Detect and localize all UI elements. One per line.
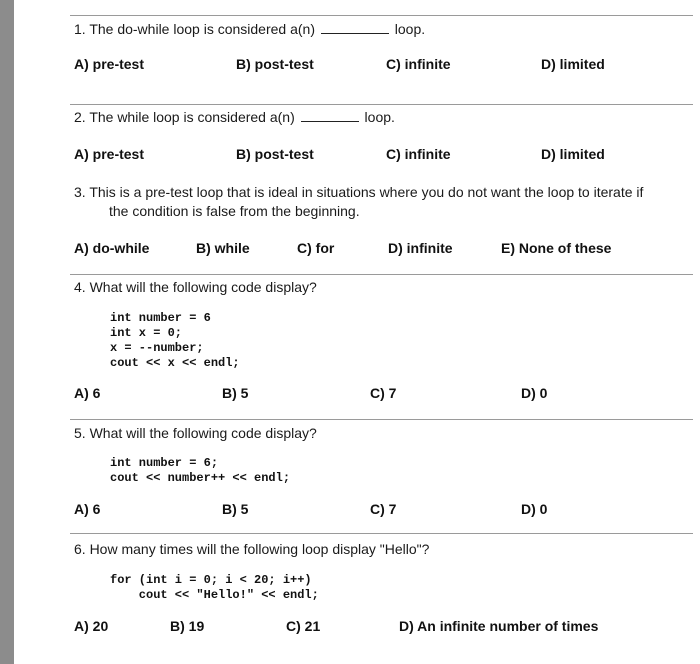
question-5-text: 5. What will the following code display? xyxy=(74,425,317,441)
q4-option-b[interactable]: B) 5 xyxy=(222,385,249,401)
question-2-prefix: 2. The while loop is considered a(n) xyxy=(74,109,295,125)
q2-option-a[interactable]: A) pre-test xyxy=(74,146,145,162)
code-line: int x = 0; xyxy=(110,326,183,340)
code-line: cout << number++ << endl; xyxy=(110,471,291,485)
code-line: for (int i = 0; i < 20; i++) xyxy=(110,573,312,587)
answer-blank xyxy=(301,111,359,122)
question-3-line-1: 3. This is a pre-test loop that is ideal in situations where you do not want the loop to iterate if xyxy=(74,184,644,200)
q3-option-a[interactable]: A) do-while xyxy=(74,240,150,256)
question-1-text xyxy=(74,21,425,37)
code-line: int number = 6; xyxy=(110,456,219,470)
q3-option-e[interactable]: E) None of these xyxy=(501,240,612,256)
question-1-prefix: 1. The do-while loop is considered a(n) xyxy=(74,21,315,37)
q4-option-a[interactable]: A) 6 xyxy=(74,385,101,401)
divider xyxy=(70,419,693,420)
divider xyxy=(70,104,693,105)
q1-option-b[interactable]: B) post-test xyxy=(236,56,314,72)
q5-option-a[interactable]: A) 6 xyxy=(74,501,101,517)
q4-option-c[interactable]: C) 7 xyxy=(370,385,397,401)
question-2-text xyxy=(74,109,395,125)
question-2-suffix: loop. xyxy=(364,109,395,125)
page-edge-shadow xyxy=(0,0,14,664)
divider xyxy=(70,15,693,16)
q6-option-d[interactable]: D) An infinite number of times xyxy=(399,618,599,634)
code-line: cout << "Hello!" << endl; xyxy=(110,588,319,602)
code-line: x = --number; xyxy=(110,341,204,355)
q2-option-b[interactable]: B) post-test xyxy=(236,146,314,162)
q4-option-d[interactable]: D) 0 xyxy=(521,385,548,401)
divider xyxy=(70,274,693,275)
q3-option-d[interactable]: D) infinite xyxy=(388,240,453,256)
q2-option-d[interactable]: D) limited xyxy=(541,146,605,162)
question-6-text: 6. How many times will the following loop display "Hello"? xyxy=(74,541,430,557)
q5-option-b[interactable]: B) 5 xyxy=(222,501,249,517)
question-4-text: 4. What will the following code display? xyxy=(74,279,317,295)
q6-option-c[interactable]: C) 21 xyxy=(286,618,321,634)
answer-blank xyxy=(321,23,389,34)
q6-option-a[interactable]: A) 20 xyxy=(74,618,109,634)
code-line: int number = 6 xyxy=(110,311,211,325)
q1-option-c[interactable]: C) infinite xyxy=(386,56,451,72)
q3-option-c[interactable]: C) for xyxy=(297,240,335,256)
q5-option-d[interactable]: D) 0 xyxy=(521,501,548,517)
q2-option-c[interactable]: C) infinite xyxy=(386,146,451,162)
q5-option-c[interactable]: C) 7 xyxy=(370,501,397,517)
divider xyxy=(70,533,693,534)
q6-option-b[interactable]: B) 19 xyxy=(170,618,205,634)
question-1-suffix: loop. xyxy=(394,21,426,37)
q1-option-a[interactable]: A) pre-test xyxy=(74,56,145,72)
q1-option-d[interactable]: D) limited xyxy=(541,56,605,72)
q3-option-b[interactable]: B) while xyxy=(196,240,250,256)
question-3-line-2: the condition is false from the beginning. xyxy=(109,203,360,219)
code-line: cout << x << endl; xyxy=(110,356,240,370)
